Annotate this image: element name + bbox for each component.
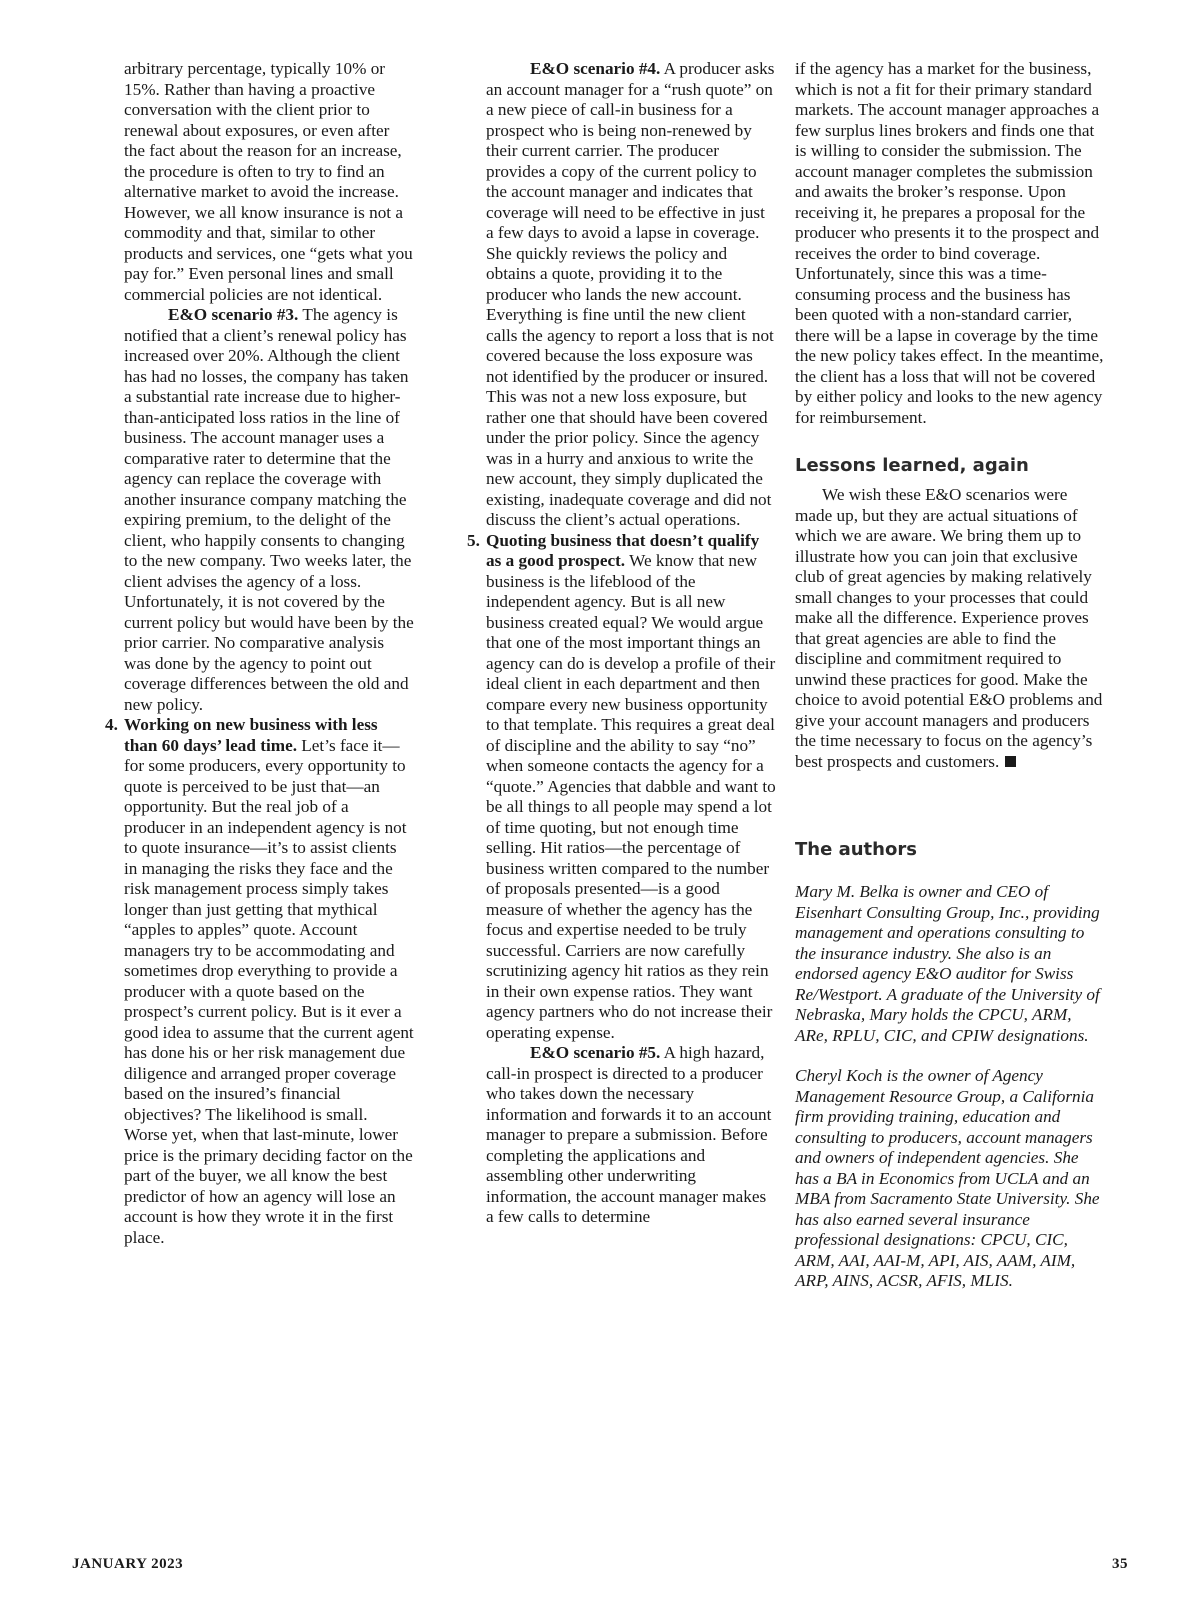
lessons-paragraph bbox=[795, 485, 1105, 772]
item-5-number: 5. bbox=[467, 530, 480, 550]
footer-page-number: 35 bbox=[1112, 1556, 1128, 1572]
lessons-heading: Lessons learned, again bbox=[795, 455, 1029, 476]
authors-heading: The authors bbox=[795, 839, 917, 860]
footer-issue-date: JANUARY 2023 bbox=[72, 1556, 184, 1572]
scenario-3-paragraph bbox=[124, 305, 414, 715]
scenario-5-continued: if the agency has a market for the business, which is not a fit for their primary standard markets. The account manager approaches a few surplus lines brokers and finds one that is willing to consider the submission. The account manager completes the submission and awaits the broker’s response. Upon receiving it, he prepares a proposal for the producer who presents it to the prospect and receives the order to bind coverage. Unfortunately, since this was a time-consuming process and the business has been quoted with a non-standard carrier, there will be a lapse in coverage by the time the new policy takes effect. In the meantime, the client has a loss that will not be covered by either policy and looks to the new agency for reimbursement. bbox=[795, 59, 1104, 427]
scenario-5-label: E&O scenario #5. bbox=[530, 1043, 661, 1062]
author-bio-koch: Cheryl Koch is the owner of Agency Management Resource Group, a California firm providing training, education and consulting to producers, account managers and owners of independent agencies. She has a BA in Economics from UCLA and an MBA from Sacramento State University. She has also earned several insurance professional designations: CPCU, CIC, ARM, AAI, AAI-M, API, AIS, AAM, AIM, ARP, AINS, ACSR, AFIS, MLIS. bbox=[795, 1066, 1100, 1290]
author-bio-belka: Mary M. Belka is owner and CEO of Eisenhart Consulting Group, Inc., providing management and operations consulting to the insurance industry. She also is an endorsed agency E&O auditor for Swiss Re/Westport. A graduate of the University of Nebraska, Mary holds the CPCU, ARM, ARe, RPLU, CIC, and CPIW designations. bbox=[795, 882, 1100, 1045]
numbered-item-5 bbox=[467, 531, 776, 1044]
scenario-5-text: A high hazard, call-in prospect is directed to a producer who takes down the necessary information and forwards it to an account manager to prepare a submission. Before completing the applications and assembling other underwriting information, the account manager makes a few calls to determine bbox=[486, 1043, 772, 1226]
scenario-4-paragraph bbox=[486, 59, 776, 531]
scenario-3-text: The agency is notified that a client’s renewal policy has increased over 20%. Although the client has had no losses, the company has taken a substantial rate increase due to higher-than-anticipated loss ratios in the line of business. The account manager uses a comparative rater to determine that the agency can replace the coverage with another insurance company matching the expiring premium, to the delight of the client, who happily consents to changing to the new company. Two weeks later, the client advises the agency of a loss. Unfortunately, it is not covered by the current policy but would have been by the prior carrier. No comparative analysis was done by the agency to point out coverage differences between the old and new policy. bbox=[124, 305, 414, 714]
end-mark-icon bbox=[1005, 756, 1016, 767]
column-1 bbox=[105, 59, 414, 1248]
column-3 bbox=[795, 59, 1105, 1292]
scenario-5-paragraph bbox=[486, 1043, 776, 1228]
item-4-text: Let’s face it—for some producers, every opportunity to quote is perceived to be just that—an opportunity. But the real job of a producer in an independent agency is not to quote insurance—it’s to assist clients in managing the risks they face and the risk management process simply takes longer than just getting that mythical “apples to apples” quote. Account managers try to be accommodating and sometimes drop everything to provide a producer with a quote based on the prospect’s current policy. But is it ever a good idea to assume that the current agent has done his or her risk management due diligence and arranged proper coverage based on the insured’s financial objectives? The likelihood is small. Worse yet, when that last-minute, lower price is the primary deciding factor on the part of the buyer, we all know the best predictor of how an agency will lose an account is how they wrote it in the first place. bbox=[124, 735, 414, 1247]
numbered-item-4 bbox=[105, 715, 414, 1248]
scenario-4-label: E&O scenario #4. bbox=[530, 59, 661, 78]
item-4-title: Working on new business with less than 60 days’ lead time. bbox=[124, 715, 378, 755]
item-5-title: Quoting business that doesn’t qualify as a good prospect. bbox=[486, 530, 760, 570]
scenario-3-label: E&O scenario #3. bbox=[168, 305, 299, 324]
paragraph-market-change: arbitrary percentage, typically 10% or 15%. Rather than having a proactive conversation with the client prior to renewal about exposures, or even after the fact about the reason for an increase, the procedure is often to try to find an alternative market to avoid the increase. However, we all know insurance is not a commodity and that, similar to other products and services, one “gets what you pay for.” Even personal lines and small commercial policies are not identical. bbox=[124, 59, 413, 304]
authors-section bbox=[795, 882, 1105, 1292]
item-5-text: We know that new business is the lifeblood of the independent agency. But is all new business created equal? We would argue that one of the most important things an agency can do is develop a profile of their ideal client in each department and then compare every new business opportunity to that template. This requires a great deal of discipline and the ability to say “no” when someone contacts the agency for a “quote.” Agencies that dabble and want to be all things to all people may spend a lot of time quoting, but not enough time selling. Hit ratios—the percentage of business written compared to the number of proposals presented—is a good measure of whether the agency has the focus and expertise needed to be truly successful. Carriers are now carefully scrutinizing agency hit ratios as they rein in their own expense ratios. They want agency partners who do not increase their operating expense. bbox=[486, 551, 776, 1042]
column-2 bbox=[467, 59, 776, 1228]
lessons-text: We wish these E&O scenarios were made up, but they are actual situations of which we are aware. We bring them up to illustrate how you can join that exclusive club of great agencies by making relatively small changes to your processes that could make all the difference. Experience proves that great agencies are able to find the discipline and commitment required to unwind these practices for good. Make the choice to avoid potential E&O problems and give your account managers and producers the time necessary to focus on the agency’s best prospects and customers. bbox=[795, 485, 1103, 771]
item-4-number: 4. bbox=[105, 715, 118, 734]
scenario-4-text: A producer asks an account manager for a “rush quote” on a new piece of call-in business for a prospect who is being non-renewed by their current carrier. The producer provides a copy of the current policy to the account manager and indicates that coverage will need to be effective in just a few days to avoid a lapse in coverage. She quickly reviews the policy and obtains a quote, providing it to the producer who lands the new account. Everything is fine until the new client calls the agency to report a loss that is not covered because the loss exposure was not identified by the producer or insured. This was not a new loss exposure, but rather one that should have been covered under the prior policy. Since the agency was in a hurry and anxious to write the new account, they simply duplicated the existing, inadequate coverage and did not discuss the client’s actual operations. bbox=[486, 59, 775, 529]
